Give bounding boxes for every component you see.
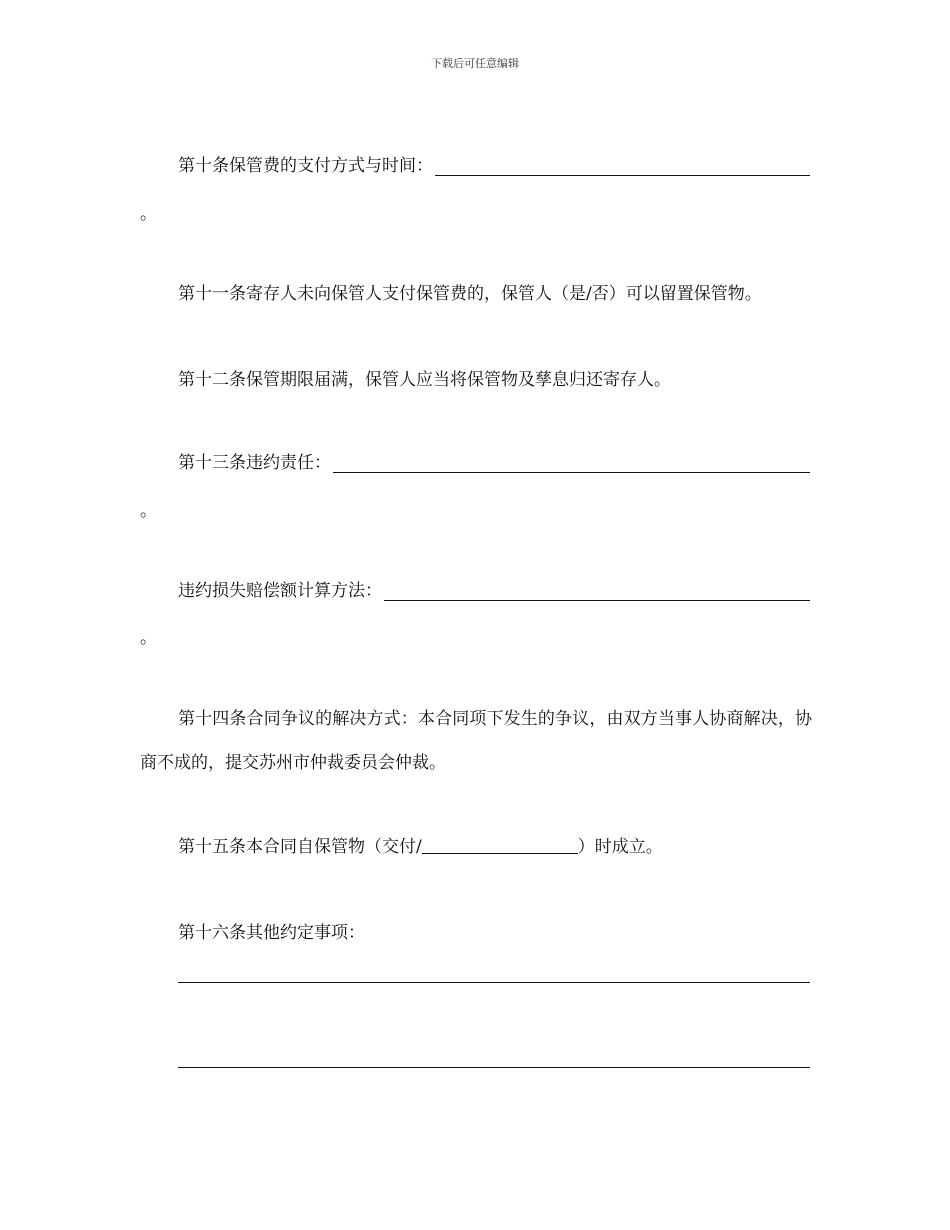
clause-16-blank-1[interactable] bbox=[178, 982, 810, 983]
clause-10-tail: 。 bbox=[140, 204, 157, 224]
clause-10-label: 第十条保管费的支付方式与时间： bbox=[178, 156, 433, 176]
clause-11: 第十一条寄存人未向保管人支付保管费的，保管人（是/否）可以留置保管物。 bbox=[178, 284, 762, 304]
clause-15-blank[interactable] bbox=[422, 835, 578, 854]
clause-13-blank[interactable] bbox=[333, 453, 810, 473]
clause-13-tail: 。 bbox=[140, 501, 157, 521]
clause-10-blank[interactable] bbox=[435, 156, 810, 176]
clause-15 bbox=[140, 825, 812, 869]
clause-10 bbox=[178, 156, 810, 176]
damages-clause bbox=[178, 581, 810, 601]
page-header: 下载后可任意编辑 bbox=[431, 57, 519, 70]
damages-tail: 。 bbox=[140, 628, 157, 648]
damages-blank[interactable] bbox=[384, 581, 810, 601]
damages-label: 违约损失赔偿额计算方法： bbox=[178, 581, 382, 601]
clause-15-before: 第十五条本合同自保管物（交付/ bbox=[178, 837, 422, 857]
clause-16: 第十六条其他约定事项： bbox=[178, 923, 365, 943]
clause-12: 第十二条保管期限届满，保管人应当将保管物及孳息归还寄存人。 bbox=[178, 370, 671, 390]
clause-13 bbox=[178, 453, 810, 473]
clause-16-blank-2[interactable] bbox=[178, 1067, 810, 1068]
clause-14: 第十四条合同争议的解决方式：本合同项下发生的争议，由双方当事人协商解决，协商不成的，提交苏州市仲裁委员会仲裁。 bbox=[140, 709, 812, 773]
clause-15-after: ）时成立。 bbox=[577, 837, 663, 857]
clause-13-label: 第十三条违约责任： bbox=[178, 453, 331, 473]
